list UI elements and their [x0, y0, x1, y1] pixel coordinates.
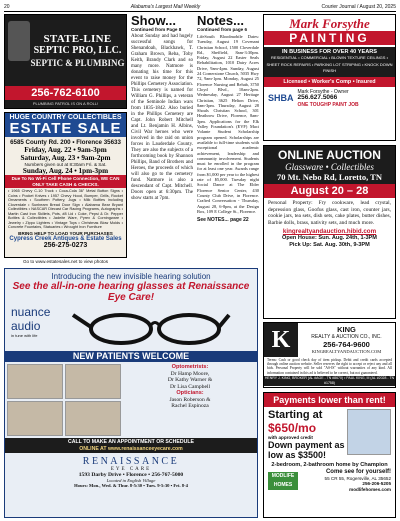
- new-patients-banner: NEW PATIENTS WELCOME: [5, 351, 257, 362]
- modlife-phone: 256-206-5205: [362, 481, 391, 487]
- renaissance-eye-care-ad: [4, 268, 258, 518]
- staff-photo: [65, 364, 121, 399]
- king-phone: 256-764-9600: [323, 340, 370, 349]
- renaissance-address: 1593 Darby Drive • Florence • 256-767-5000: [78, 472, 184, 478]
- king-logo-icon: K: [264, 323, 298, 357]
- sbha-logo-icon: SHBA: [268, 93, 294, 104]
- stateline-title: STATE-LINE: [43, 33, 112, 45]
- renaissance-logo: RENAISSANCE: [82, 456, 180, 467]
- online-auction-ad: [263, 145, 396, 319]
- auction-address: 70 Mt. Nebo Rd, Loretto, TN: [277, 172, 382, 182]
- estate-numbers-note: Numbers given out at 8:30am Fri. & Sat.: [24, 162, 107, 167]
- painting-tagline: ONE TOUGHP PAINT JOB: [297, 101, 359, 108]
- opticians-heading: Opticians:: [176, 390, 204, 396]
- modlife-website[interactable]: modlifehomes.com: [349, 486, 391, 492]
- stateline-services: SEPTIC & PLUMBING: [30, 58, 125, 68]
- staff-photo: [7, 364, 63, 399]
- notes-see-more: See NOTES... page 22: [197, 217, 249, 224]
- appointment-call: CALL TO MAKE AN APPOINTMENT OR SCHEDULE: [68, 439, 194, 445]
- staff-photos: [5, 362, 123, 438]
- page-header: [4, 2, 396, 12]
- show-article: [131, 14, 193, 244]
- estate-sale-subtitle: HUGE COUNTRY COLLECTIBLES: [9, 114, 122, 121]
- show-headline: Show...: [131, 14, 177, 28]
- optometrist-name: Dr Hamp Moore,: [170, 370, 210, 377]
- auction-website-link[interactable]: kingrealtyandauction.hibid.com: [282, 228, 377, 235]
- modlife-homes-ad: [263, 392, 396, 518]
- estate-payment-notice: Due To No Wi-Fi Cell Phone Connection, WE CAN ONLY TAKE CASH & CHECKS.: [5, 175, 126, 188]
- truck-image: [8, 21, 30, 61]
- stateline-septic-ad: [4, 14, 127, 109]
- publication-tagline: Alabama's Largest Mail Weekly: [130, 4, 201, 10]
- auction-title: ONLINE AUCTION: [278, 148, 381, 162]
- estate-website-link[interactable]: Go to www.estatesales.net to view photos: [22, 259, 109, 264]
- glasses-icon: [71, 305, 231, 349]
- stateline-company: SEPTIC PRO, LLC.: [33, 45, 122, 56]
- auction-open-house: Open House: Sun. Aug. 24th, 1-3PM: [282, 235, 377, 241]
- stateline-tagline: PLUMBING PATROL IS ON A ROLL!: [5, 100, 126, 108]
- estate-day-friday: Friday, Aug. 22 • 9am-3pm: [24, 146, 107, 154]
- king-brokers: HENRY J. KING, BROKER (AL #AGE - TN #8670) • PAUL KING, III (AL #2028 - TN #1758): [264, 375, 395, 385]
- estate-address: 6585 County Rd. 200 • Florence 35633: [10, 139, 121, 146]
- estate-sale-title: ESTATE SALE: [9, 120, 122, 137]
- optometrists-heading: Optometrists:: [171, 364, 209, 370]
- renaissance-hours: Hours: Mon., Wed. & Thur. 8-5:30 • Tues. 9-5:30 • Fri. 8-4: [74, 483, 188, 488]
- modlife-come-see: Come see for yourself!: [325, 469, 391, 475]
- notes-article: [197, 14, 259, 260]
- ren-intro-headline: See the all-in-one hearing glasses at Renaissance Eye Care!: [12, 281, 250, 303]
- notes-body: LifeSouth Bloodmobile Dates: Tuesday, August 19 Covenant Christian School, 1500 Cloverdale Rd., Sheffield, 8am-3:30pm. Friday, August 22 Easter Seals Rehabilitation, 1010 Dairy Acres Drive, 9am-4pm. Sunday, August 24 Cornerstone Church, 5035 Hwy 72, 9am-1pm. Monday, August 25 Florence Nursing and Rehab, 3750 Cloyd Blvd., 10am-2pm. Wednesday, August 27 Heritage Christian, 3625 Helton Drive, 8am-3pm. Thursday, August 28 Shoals Christian School, 301 Heathrow Drive, Florence, 8am-3pm. Applications for the Elk Valley Foundation's (EVF) Maci Volante Student Scholarship program opened. Scholarships are available to full-time students with exceptional academic achievement, leadership and community involvement. Students must be enrolled in the program for at least one year. Awards range from $1,000 per year to the highest rate of $5,000. Tuesday night Social Dance at The Elder Florence Senior Center, 430 County Club Drive, in Florence. Crafted Conversation - Thursday, August 28, 6-8pm, at the Design Box, 109 E College St., Florence.: [197, 34, 259, 214]
- estate-sale-ad: [4, 112, 127, 258]
- estate-item-list: • 1965 Chevy C-10 Truck • Coca-Cola 36" Metal Button Signs • Coins • Pocket Knives • 1957 Chevy Hood, Bumper, Grills, Rocket Ornaments • Southern Pottery, Jugs • Milk Bottles including Cloverdale • Sunbeam Bread Door Sign • Alabama Bear Bryant Collectibles • NASCAR Diecast Car Racing Programs, Autographs • Martin Cast Iron Skillets, Pots, #8 Lid • Coke, Pepsi & Dr. Pepper Bottles & Collectibles • Jadeite Ware, Pyrex & Corningware • Jewelry • Zippo Lighters • Vintage Toys • Christmas Blow Molds • Concrete Fountains, Statuaries • Wrought Iron Furniture: [8, 189, 123, 229]
- glasses-image: [71, 305, 251, 349]
- painting-years: IN BUSINESS FOR OVER 40 YEARS: [281, 49, 377, 55]
- page-number: 20: [4, 4, 10, 10]
- auction-description: Personal Property: Fry cookware, lead crystal, depression glass, Goofus glass, cast iron, counter jars, cookie jars, tea sets, dish sets, cake plates, butter dishes, Barbie dolls, brass, nativity sets, and much more.: [268, 200, 391, 226]
- staff-photo: [65, 401, 121, 436]
- stateline-phone: 256-762-6100: [5, 86, 126, 100]
- modlife-logo: MODLIFE HOMES: [268, 472, 298, 490]
- modlife-down-payment: Down payment as low as $3500!: [268, 440, 345, 460]
- estate-bring-help: BRING HELP TO LOAD YOUR PURCHASES: [18, 230, 113, 236]
- optician-name: Jason Roberson &: [169, 396, 211, 403]
- modlife-floorplan: 2-bedroom, 2-bathroom home by Champion: [271, 462, 388, 468]
- modlife-credit: with approved credit: [268, 435, 313, 440]
- king-subtitle: REALTY & AUCTION CO., INC.: [311, 334, 382, 340]
- auction-pickup: Pick Up: Sat. Aug. 30th, 9-3PM: [289, 241, 370, 248]
- modlife-starting: Starting at: [268, 409, 323, 421]
- renaissance-eyecare: EYE CARE: [110, 467, 152, 472]
- painting-licensed: Licensed • Worker's Comp • Insured: [264, 77, 395, 87]
- king-terms: Terms: Cash or good check day of item pickup. Debit and credit cards accepted through online auction website. Seller reserves the right to accept or reject any and all bids. Personal Property will be sold "AS-IS" without warranties of any kind. All information contained in this ad is believed to be correct, but not guaranteed.: [267, 358, 392, 375]
- notes-continued: Continued from page 6: [197, 27, 248, 32]
- nuance-tagline: in tune with life: [11, 333, 38, 338]
- show-continued: Continued from Page 8: [131, 27, 182, 32]
- notes-headline: Notes...: [197, 14, 244, 28]
- king-name: KING: [337, 325, 356, 334]
- auction-dates: August 20 – 28: [264, 184, 395, 198]
- modlife-address: 55 CR 55, Rogersville, AL 35652: [324, 475, 391, 481]
- painter-name: Mark Forsythe: [289, 16, 370, 31]
- staff-photo: [7, 401, 63, 436]
- painting-services: RESIDENTIAL • COMMERCIAL • BLOWN TEXTURE CEILINGS • SHEET ROCK REPAIRS • PARKING LOT STRIPING • KNOCK DOWN FINISH: [266, 55, 393, 74]
- show-body: About Sunday and had hugely successful songs for Shenandoah, Blackhawk, T. Graham Brown, Reba, Toby Keith, Brandy Clark and so many more. Natmore is donating his time for this event to raise money for the Phillips Cemetery Association. This cemetery is named for William G. Phillips, a veteran of the Seminole Indian wars from 1835-1842. Also buried in the Phillips Cemetery are Capt. John Robert Mitchell and Lt. Benjamin H. Albins, Civil War heroes who were involved in the raid on union forces in Lauderdale County. They are also the subjects of a forthcoming book by Shannon Phillips, Band of Brothers and Heroes, the proceeds of which will also go to the cemetery fund. Natmore is also a descendant of Capt. Mitchell. Doors open at 6:30pm. The show starts at 7pm.: [131, 34, 193, 201]
- optometrist-name: Dr Kathy Warner &: [167, 377, 213, 383]
- optician-name: Rachel Espinoza: [171, 403, 209, 409]
- nuance-audio-logo: nuance audio: [11, 305, 51, 333]
- ren-intro: Introducing the new invisible hearing solution: [51, 272, 211, 281]
- auction-subtitle: Glassware • Collectibles: [285, 162, 374, 172]
- modlife-headline: Payments lower than rent!: [264, 393, 395, 407]
- painting-word: PAINTING: [264, 31, 395, 45]
- painting-owner: Mark Forsythe - Owner: [297, 88, 349, 95]
- house-image: [347, 409, 391, 455]
- appointment-banner: [5, 438, 257, 453]
- renaissance-location: Located in English Village: [106, 478, 156, 483]
- estate-day-sunday: Sunday, Aug. 24 • 1pm-3pm: [22, 167, 109, 175]
- estate-phone: 256-275-0273: [43, 241, 88, 249]
- king-website[interactable]: KINGREALTYANDAUCTION.COM: [311, 349, 382, 354]
- painting-phone: 256.627.5066: [297, 94, 338, 102]
- estate-company: Cypress Creek Antiques & Estate Sales: [9, 235, 122, 242]
- estate-day-saturday: Saturday, Aug. 23 • 9am-2pm: [20, 154, 111, 162]
- modlife-price: $650/mo: [268, 421, 317, 435]
- king-realty-ad: [263, 322, 396, 388]
- issue-date: Courier Journal / August 20, 2025: [321, 4, 396, 10]
- appointment-online-link[interactable]: ONLINE AT www.renaissanceeyecare.com: [79, 445, 183, 452]
- forsythe-painting-ad: [263, 14, 396, 141]
- optometrist-name: Dr Lisa Campbell: [169, 383, 211, 390]
